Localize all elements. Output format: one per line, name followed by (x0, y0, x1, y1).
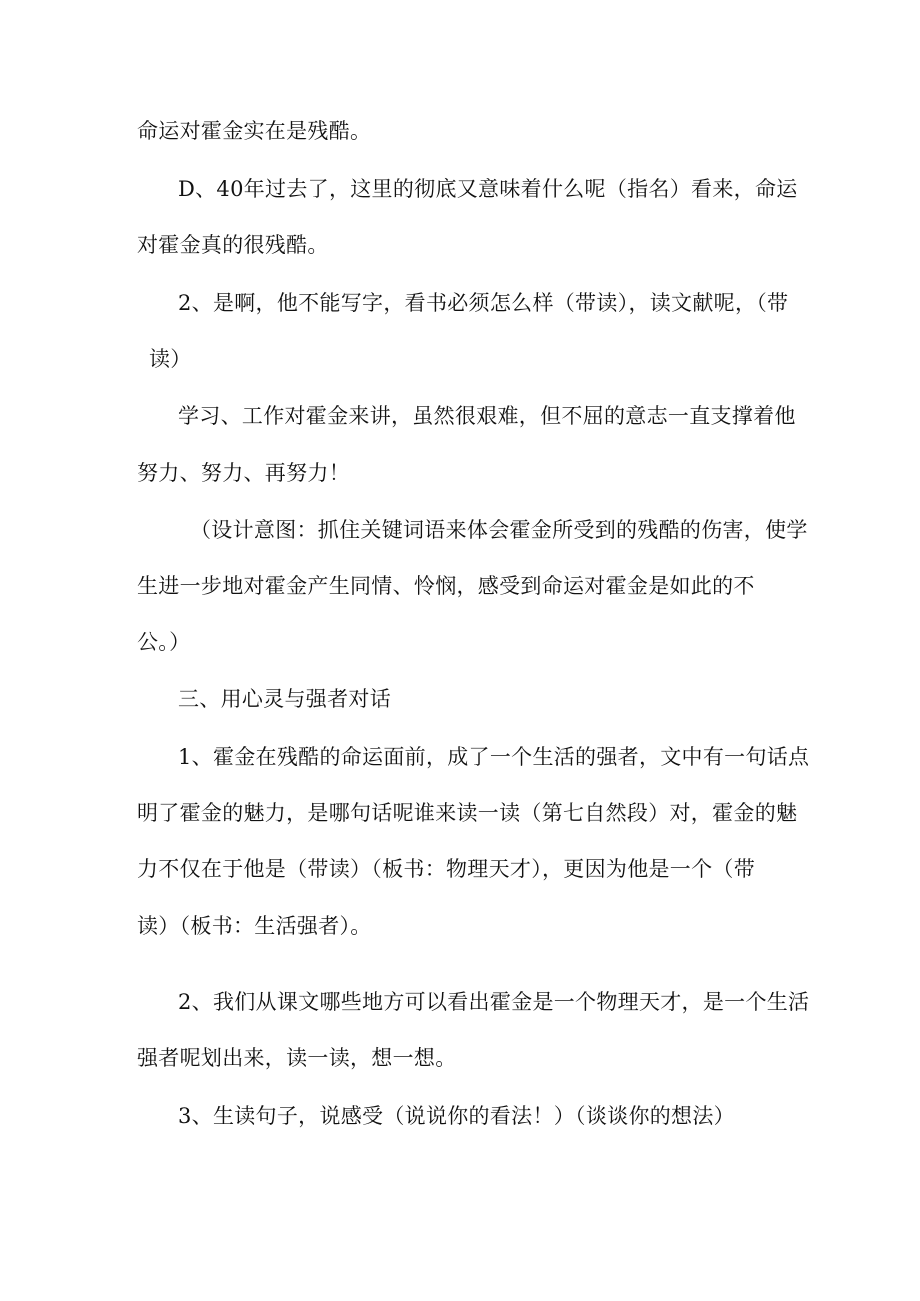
text-line: 读）（板书：生活强者）。 (137, 914, 372, 938)
text-line: 对霍金真的很残酷。 (137, 233, 329, 257)
text-line: 明了霍金的魅力，是哪句话呢谁来读一读（第七自然段）对，霍金的魅 (137, 801, 798, 825)
text-line: 力不仅在于他是（带读）（板书：物理天才），更因为他是一个（带 (137, 857, 755, 881)
text-line: 学习、工作对霍金来讲，虽然很艰难，但不屈的意志一直支撑着他 (178, 404, 796, 428)
text-line: 读） (149, 347, 192, 371)
text-line: 1、霍金在残酷的命运面前，成了一个生活的强者，文中有一句话点 (178, 745, 810, 769)
text-line: 努力、努力、再努力！ (137, 461, 350, 485)
text-line: （设计意图：抓住关键词语来体会霍金所受到的残酷的伤害，使学 (190, 518, 808, 542)
text-line: 3、生读句子，说感受（说说你的看法！）（谈谈你的想法） (178, 1104, 735, 1128)
text-line: D、40年过去了，这里的彻底又意味着什么呢（指名）看来，命运 (178, 177, 798, 201)
text-line: 2、我们从课文哪些地方可以看出霍金是一个物理天才，是一个生活 (178, 990, 810, 1014)
text-line: 2、是啊，他不能写字，看书必须怎么样（带读），读文献呢，（带 (178, 291, 789, 315)
text-line: 强者呢划出来，读一读，想一想。 (137, 1046, 457, 1070)
text-line: 生进一步地对霍金产生同情、怜悯，感受到命运对霍金是如此的不 (137, 574, 755, 598)
text-line: 命运对霍金实在是残酷。 (137, 119, 372, 143)
section-heading: 三、用心灵与强者对话 (178, 687, 391, 711)
text-line: 公。） (137, 630, 191, 654)
